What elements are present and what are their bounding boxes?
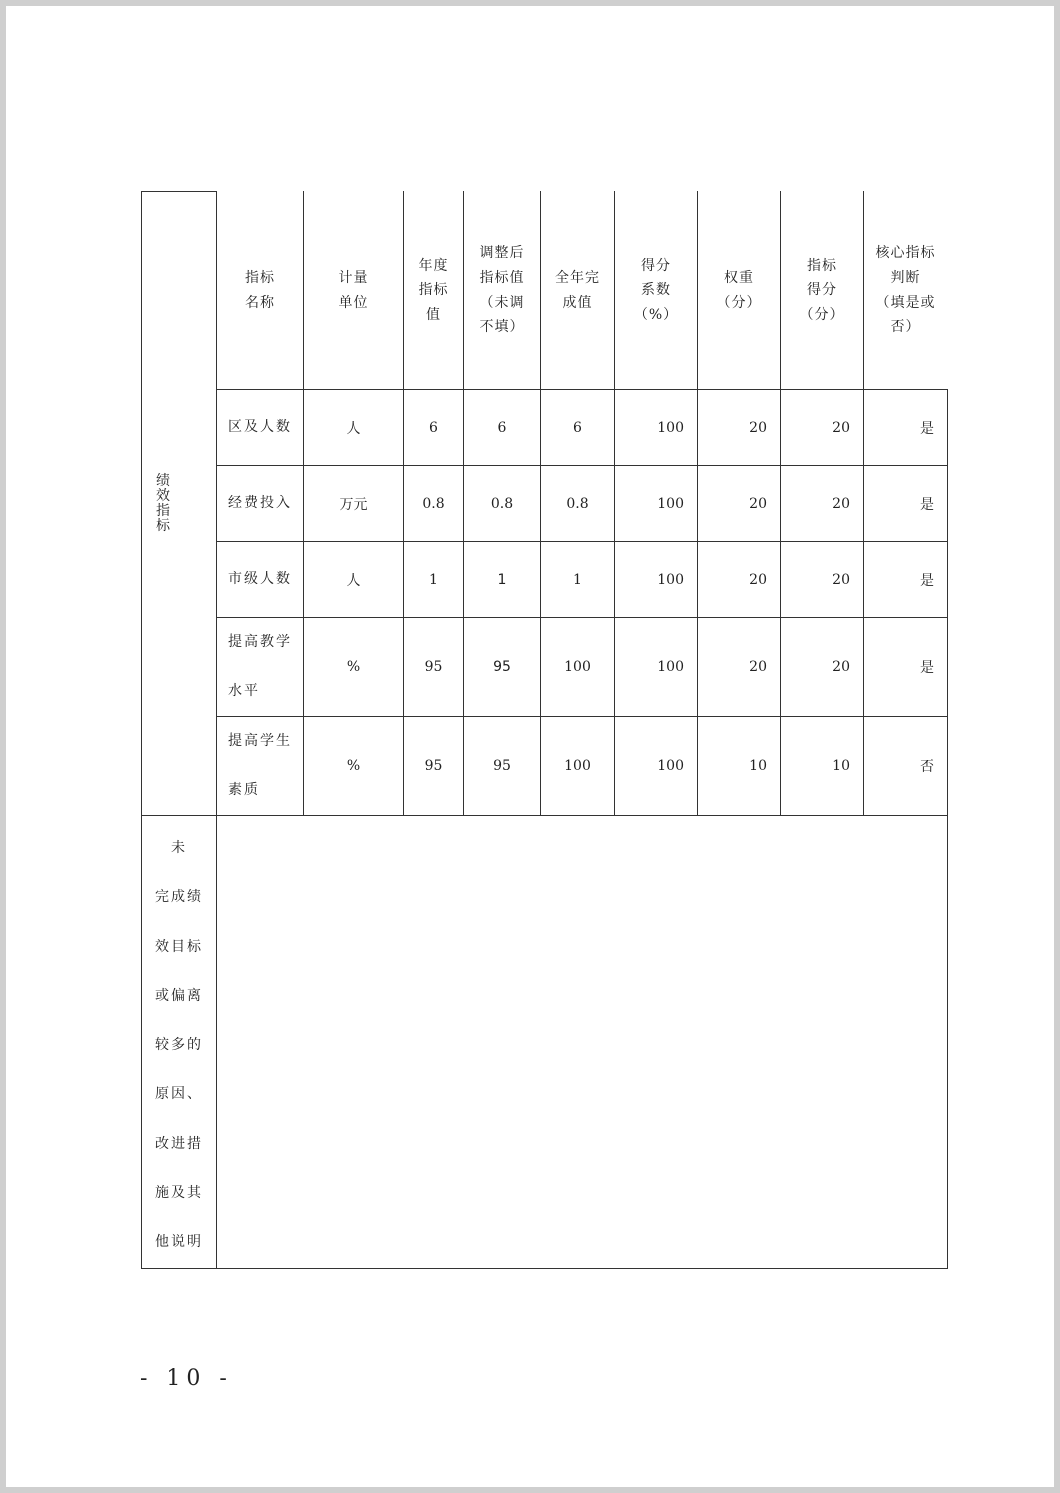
cell-score: 10 [781,717,864,816]
document-page [6,6,1054,1487]
text-line: 不填） [479,319,525,336]
text-line: 判断 [890,269,921,286]
text-line: 全年完 [555,269,600,286]
text-line: （%） [633,306,679,323]
table-row [142,466,948,542]
table-row [142,390,948,466]
cell-coef: 100 [615,618,698,717]
cell-weight: 20 [698,390,781,466]
cell-annual: 0.8 [404,466,464,542]
cell-completed: 100 [541,717,615,816]
cell-completed: 100 [541,618,615,717]
cell-coef: 100 [615,542,698,618]
text-line: 权重 [724,269,754,286]
header-coef [615,192,698,390]
text-line: 或偏离 [155,987,203,1004]
cell-name: 提高教学水平 [217,618,304,717]
cell-core: 是 [864,390,948,466]
cell-name: 市级人数 [217,542,304,618]
header-adjusted [464,192,541,390]
cell-annual: 6 [404,390,464,466]
text-line: 名称 [245,294,275,311]
cell-score: 20 [781,618,864,717]
cell-weight: 20 [698,542,781,618]
note-label [142,816,216,1268]
cell-completed: 1 [541,542,615,618]
cell-adjusted: 6 [464,390,541,466]
cell-score: 20 [781,466,864,542]
cell-unit: 人 [304,390,404,466]
text-line: 否） [890,319,921,336]
text-line: 指标 [418,282,449,299]
text-line: 效目标 [155,938,203,955]
cell-weight: 20 [698,466,781,542]
text-line: 完成绩 [155,889,203,906]
cell-unit: % [304,618,404,717]
text-line: 较多的 [155,1037,203,1054]
cell-name: 经费投入 [217,466,304,542]
cell-core: 否 [864,717,948,816]
text-line: （未调 [479,294,525,311]
text-line: 他说明 [155,1234,203,1251]
text-line: 得分 [807,282,837,299]
cell-score: 20 [781,390,864,466]
text-line: 指标 [807,257,837,274]
cell-core: 是 [864,618,948,717]
cell-annual: 1 [404,542,464,618]
table-header-row [142,192,948,390]
text-line: 得分 [641,257,671,274]
text-line: 改进措 [155,1135,203,1152]
text-line: 年度 [418,257,449,274]
section-label: 绩效指标 [156,472,170,534]
cell-annual: 95 [404,717,464,816]
page-number: - 10 - [140,1366,233,1391]
text-line: 指标值 [479,269,525,286]
cell-coef: 100 [615,466,698,542]
text-line: 原因、 [155,1086,203,1103]
text-line: 调整后 [479,245,525,262]
cell-completed: 0.8 [541,466,615,542]
header-score [781,192,864,390]
cell-unit: % [304,717,404,816]
header-completed [541,192,615,390]
note-content [217,816,948,1269]
header-weight [698,192,781,390]
cell-core: 是 [864,466,948,542]
table-row [142,618,948,717]
cell-core: 是 [864,542,948,618]
text-line: 核心指标 [875,245,936,262]
note-row [142,816,948,1269]
header-unit [304,192,404,390]
text-line: 值 [426,306,441,323]
performance-table [141,191,948,1269]
cell-annual: 95 [404,618,464,717]
text-line: 施及其 [155,1185,203,1202]
cell-name: 提高学生素质 [217,717,304,816]
cell-adjusted: 95 [464,717,541,816]
cell-completed: 6 [541,390,615,466]
note-label-cell [142,816,217,1269]
text-line: 系数 [641,282,671,299]
text-line: 成值 [562,294,593,311]
header-name [217,192,304,390]
header-annual [404,192,464,390]
cell-unit: 万元 [304,466,404,542]
text-line: 指标 [245,269,275,286]
cell-unit: 人 [304,542,404,618]
cell-score: 20 [781,542,864,618]
performance-indicator-label-cell [142,192,217,816]
cell-weight: 20 [698,618,781,717]
cell-name: 区及人数 [217,390,304,466]
cell-coef: 100 [615,390,698,466]
cell-adjusted: 0.8 [464,466,541,542]
table-row [142,542,948,618]
cell-adjusted: 95 [464,618,541,717]
cell-coef: 100 [615,717,698,816]
text-line: 计量 [338,269,369,286]
cell-weight: 10 [698,717,781,816]
text-line: 单位 [338,294,369,311]
text-line: （填是或 [875,294,936,311]
cell-adjusted: 1 [464,542,541,618]
header-core [864,192,948,390]
text-line: （分） [716,294,762,311]
text-line: （分） [799,306,845,323]
text-line: 未 [171,840,187,856]
table-row [142,717,948,816]
